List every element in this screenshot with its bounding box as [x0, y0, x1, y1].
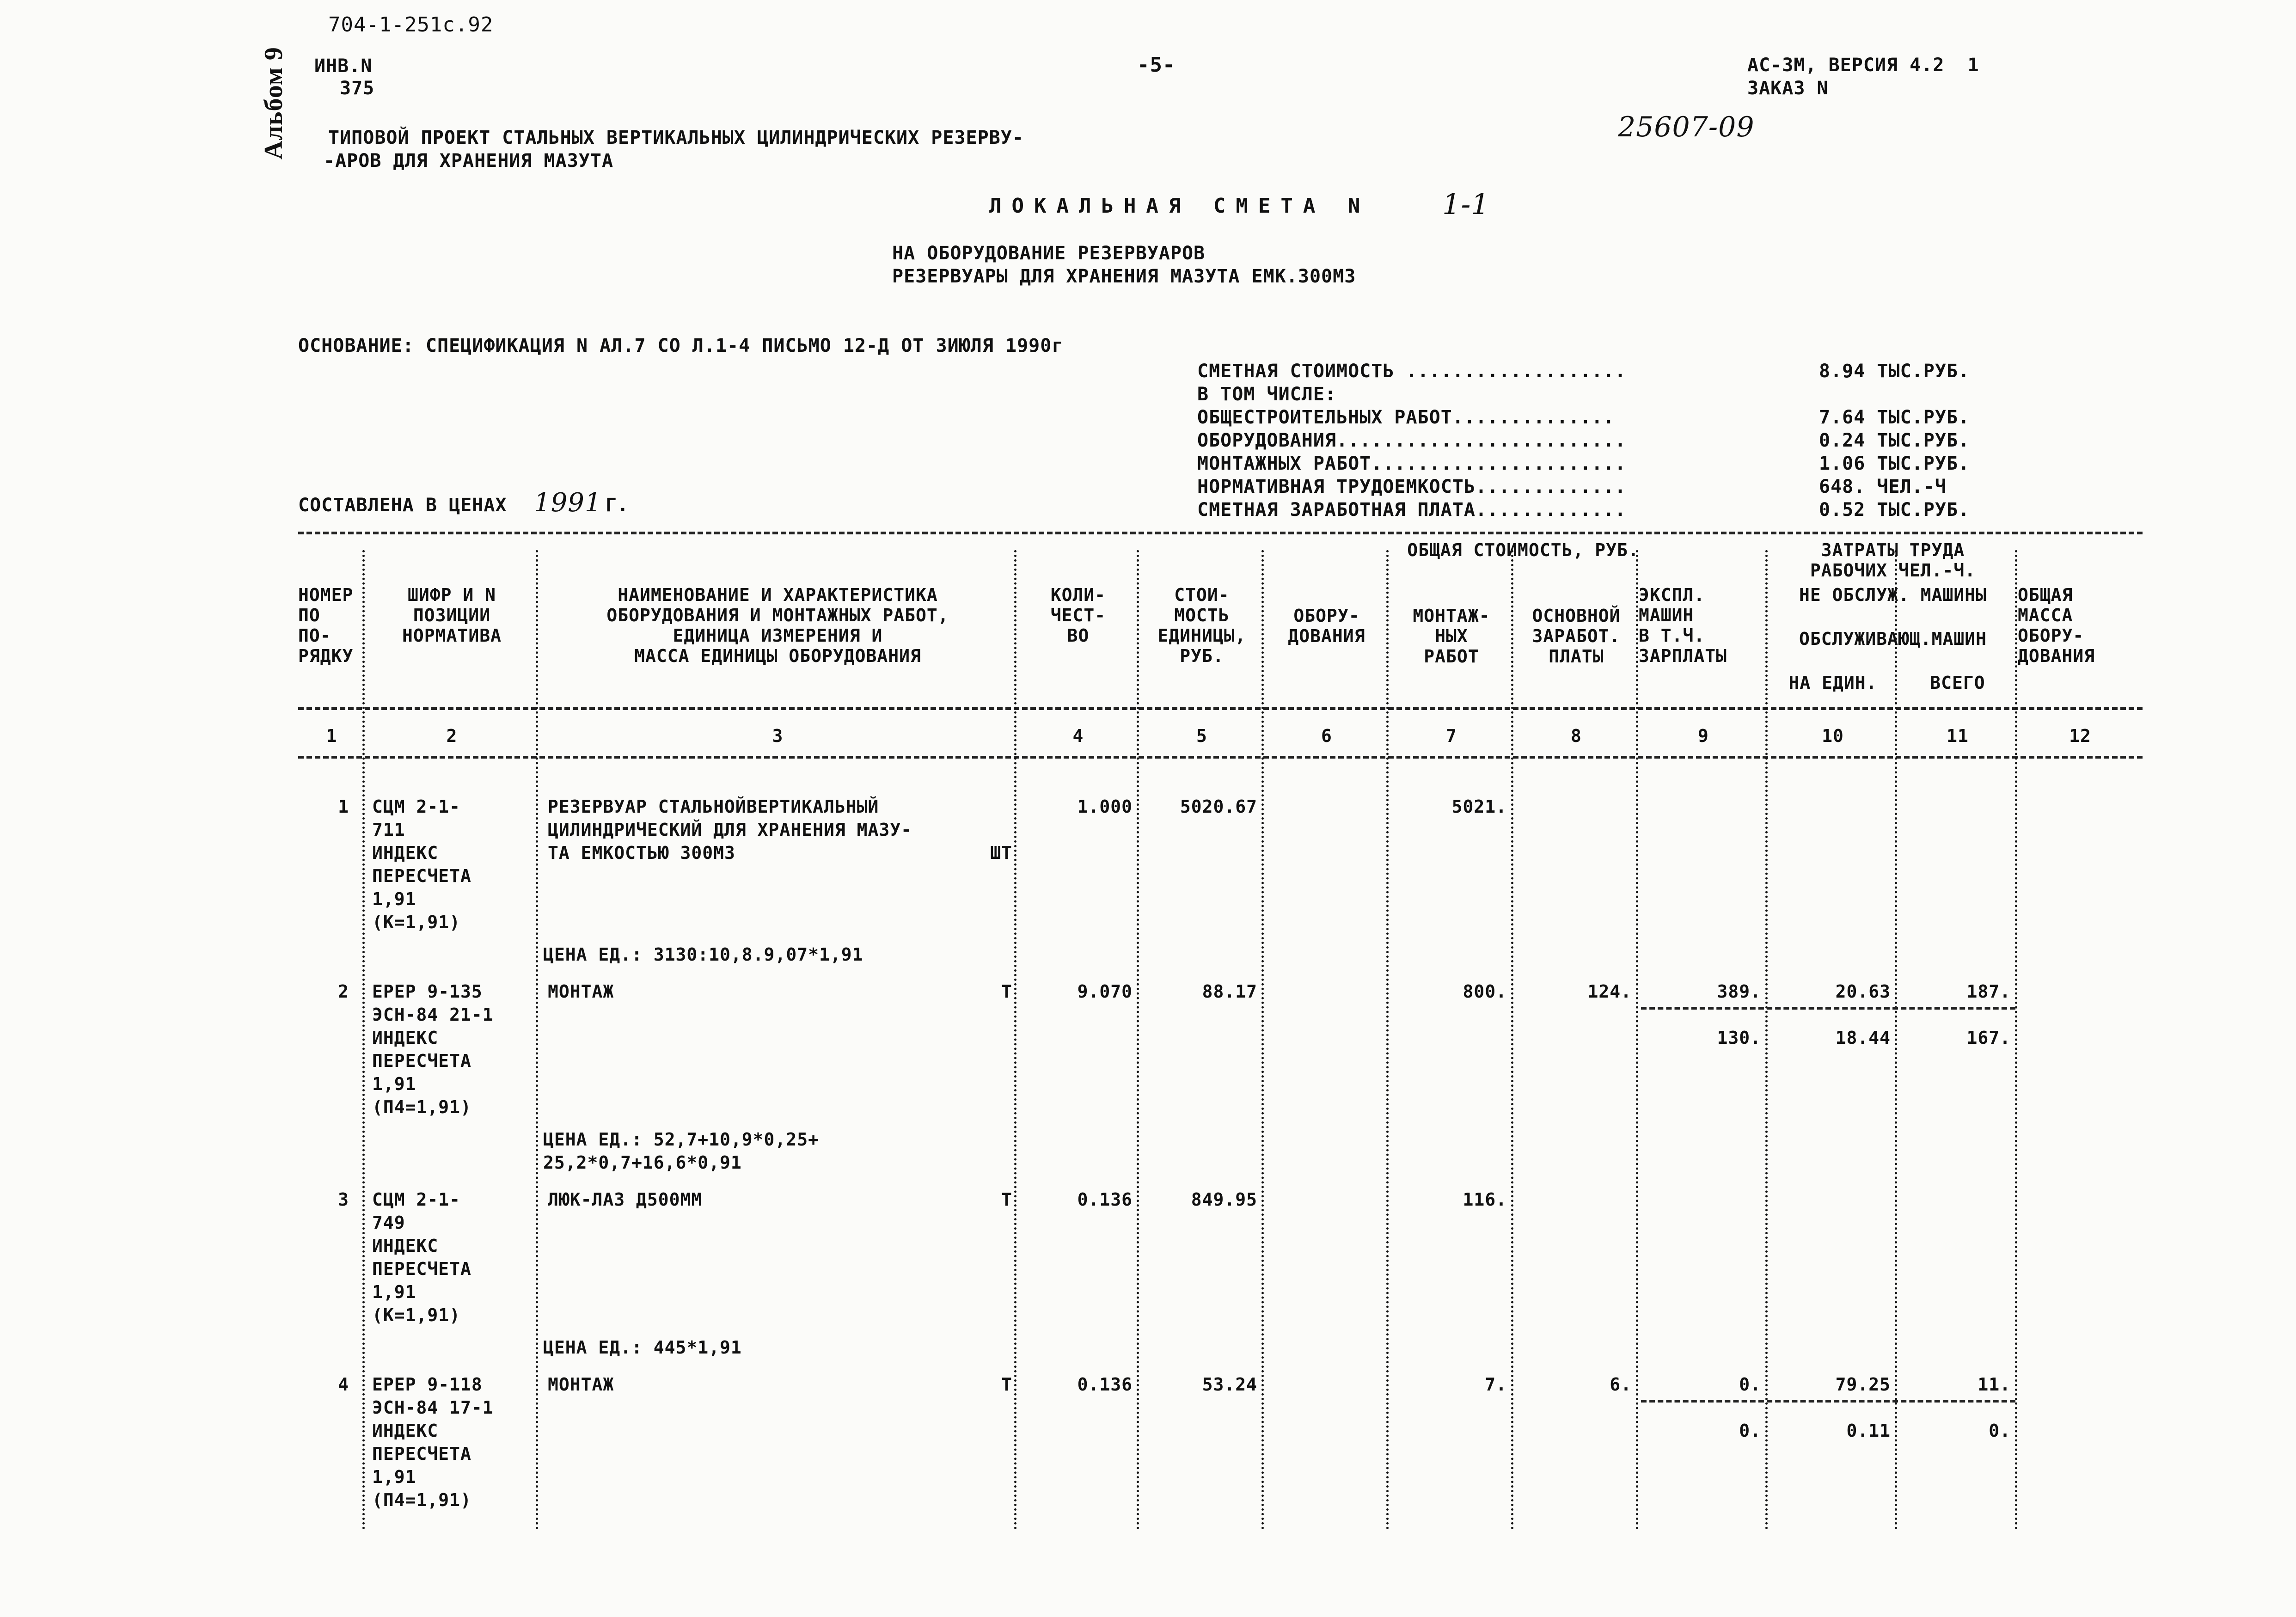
row-unit-cost: 88.17 [1202, 981, 1257, 1002]
summary-label: СМЕТНАЯ ЗАРАБОТНАЯ ПЛАТА............. [1197, 499, 1627, 521]
row-wage: 124. [1587, 981, 1632, 1002]
project-line-2: -АРОВ ДЛЯ ХРАНЕНИЯ МАЗУТА [324, 150, 614, 172]
row-unit-cost: 53.24 [1202, 1374, 1257, 1395]
summary-value: 8.94 ТЫС.РУБ. [1819, 361, 1970, 382]
prices-year: 1991 [534, 488, 602, 518]
row-unit: Т [1001, 1189, 1012, 1210]
row-labor-per-unit-machine: 18.44 [1835, 1028, 1891, 1048]
column-number: 1 [326, 726, 337, 746]
subtitle-2: РЕЗЕРВУАРЫ ДЛЯ ХРАНЕНИЯ МАЗУТА ЕМК.300М3 [892, 266, 1356, 287]
col-header-total: ВСЕГО [1930, 673, 1985, 693]
summary-label: МОНТАЖНЫХ РАБОТ...................... [1197, 453, 1627, 474]
row-labor-per-unit: 79.25 [1835, 1374, 1891, 1395]
row-mounting-cost: 116. [1463, 1189, 1507, 1210]
col-header-labor-sub2: ОБСЛУЖИВАЮЩ.МАШИН [1799, 629, 1987, 649]
col-header-machines: ЭКСПЛ. МАШИН В Т.Ч. ЗАРПЛАТЫ [1639, 585, 1727, 666]
document-title-number: 1-1 [1442, 187, 1490, 221]
row-subrule [1641, 1400, 2015, 1403]
column-separator [1014, 550, 1016, 1530]
row-price-note: ЦЕНА ЕД.: 445*1,91 [543, 1337, 742, 1358]
row-price-note: ЦЕНА ЕД.: 3130:10,8.9,07*1,91 [543, 944, 863, 965]
col-header-wage: ОСНОВНОЙ ЗАРАБОТ. ПЛАТЫ [1532, 606, 1621, 667]
row-code: ЕРЕР 9-135 ЭСН-84 21-1 ИНДЕКС ПЕРЕСЧЕТА 1,91 (П4=1,91) [372, 981, 494, 1117]
row-labor-total: 11. [1978, 1374, 2011, 1395]
column-number: 12 [2069, 726, 2091, 746]
basis-line: ОСНОВАНИЕ: СПЕЦИФИКАЦИЯ N АЛ.7 СО Л.1-4 ПИСЬМО 12-Д ОТ 3ИЮЛЯ 1990г [298, 335, 1064, 356]
summary-value: 7.64 ТЫС.РУБ. [1819, 407, 1970, 428]
row-quantity: 0.136 [1077, 1189, 1133, 1210]
row-unit-cost: 849.95 [1191, 1189, 1257, 1210]
row-name: РЕЗЕРВУАР СТАЛЬНОЙВЕРТИКАЛЬНЫЙ ЦИЛИНДРИЧЕСКИЙ ДЛЯ ХРАНЕНИЯ МАЗУ- ТА ЕМКОСТЬЮ 300М3 [548, 796, 912, 863]
column-number: 2 [446, 726, 458, 746]
row-unit-cost: 5020.67 [1180, 796, 1257, 817]
column-number: 5 [1196, 726, 1207, 746]
col-header-number: НОМЕР ПО ПО- РЯДКУ [298, 585, 354, 666]
row-mounting-cost: 800. [1463, 981, 1507, 1002]
row-code: СЦМ 2-1- 711 ИНДЕКС ПЕРЕСЧЕТА 1,91 (К=1,91) [372, 796, 471, 932]
row-price-note: ЦЕНА ЕД.: 52,7+10,9*0,25+ 25,2*0,7+16,6*0,91 [543, 1129, 819, 1173]
column-separator [1895, 550, 1897, 1530]
column-separator [1765, 550, 1768, 1530]
column-number: 11 [1947, 726, 1969, 746]
row-name: МОНТАЖ [548, 1374, 614, 1395]
col-header-labor: ЗАТРАТЫ ТРУДА РАБОЧИХ ЧЕЛ.-Ч. [1810, 540, 1976, 581]
column-separator [362, 550, 365, 1530]
row-machine-wage: 0. [1739, 1421, 1761, 1441]
row-name: ЛЮК-ЛАЗ Д500ММ [548, 1189, 703, 1210]
system-version: АС-3М, ВЕРСИЯ 4.2 1 [1747, 55, 1979, 76]
row-machines: 389. [1717, 981, 1761, 1002]
prices-suffix: Г. [606, 495, 629, 516]
row-labor-total: 187. [1966, 981, 2011, 1002]
row-name: МОНТАЖ [548, 981, 614, 1002]
row-number: 3 [338, 1189, 349, 1210]
col-header-per-unit: НА ЕДИН. [1788, 673, 1877, 693]
summary-value: 648. ЧЕЛ.-Ч [1819, 476, 1947, 497]
row-unit: Т [1001, 1374, 1012, 1395]
row-code: ЕРЕР 9-118 ЭСН-84 17-1 ИНДЕКС ПЕРЕСЧЕТА 1,91 (П4=1,91) [372, 1374, 494, 1510]
row-number: 1 [338, 796, 349, 817]
col-header-qty: КОЛИ- ЧЕСТ- ВО [1050, 585, 1106, 646]
row-number: 4 [338, 1374, 349, 1395]
document-title: ЛОКАЛЬНАЯ СМЕТА N [989, 194, 1371, 218]
row-mounting-cost: 7. [1485, 1374, 1507, 1395]
inv-number: 375 [340, 78, 375, 99]
col-header-name: НАИМЕНОВАНИЕ И ХАРАКТЕРИСТИКА ОБОРУДОВАНИЯ И МОНТАЖНЫХ РАБОТ, ЕДИНИЦА ИЗМЕРЕНИЯ И МАССА ЕДИНИЦЫ ОБОРУДОВАНИЯ [606, 585, 949, 666]
doc-code: 704-1-251c.92 [328, 13, 494, 37]
summary-label: В ТОМ ЧИСЛЕ: [1197, 384, 1336, 405]
row-machines: 0. [1739, 1374, 1761, 1395]
row-unit: ШТ [990, 843, 1012, 863]
row-machine-wage: 130. [1717, 1028, 1761, 1048]
col-header-labor-sub1: НЕ ОБСЛУЖ. МАШИНЫ [1799, 585, 1987, 605]
header-rule [298, 707, 2143, 710]
row-wage: 6. [1610, 1374, 1632, 1395]
row-labor-total-machine: 0. [1989, 1421, 2011, 1441]
column-number: 6 [1321, 726, 1332, 746]
summary-label: НОРМАТИВНАЯ ТРУДОЕМКОСТЬ............. [1197, 476, 1627, 497]
column-separator [1261, 550, 1264, 1530]
col-header-mounting: МОНТАЖ- НЫХ РАБОТ [1413, 606, 1490, 667]
column-number: 7 [1446, 726, 1457, 746]
row-quantity: 0.136 [1077, 1374, 1133, 1395]
column-separator [1511, 550, 1513, 1530]
project-line-1: ТИПОВОЙ ПРОЕКТ СТАЛЬНЫХ ВЕРТИКАЛЬНЫХ ЦИЛИНДРИЧЕСКИХ РЕЗЕРВУ- [328, 127, 1024, 148]
row-labor-total-machine: 167. [1966, 1028, 2011, 1048]
col-header-total-cost: ОБЩАЯ СТОИМОСТЬ, РУБ. [1407, 540, 1639, 560]
row-quantity: 1.000 [1077, 796, 1133, 817]
subtitle-1: НА ОБОРУДОВАНИЕ РЕЗЕРВУАРОВ [892, 243, 1206, 264]
row-code: СЦМ 2-1- 749 ИНДЕКС ПЕРЕСЧЕТА 1,91 (К=1,91) [372, 1189, 471, 1325]
inv-label: ИНВ.N [314, 55, 373, 77]
order-label: ЗАКАЗ N [1747, 78, 1829, 99]
column-separator [1137, 550, 1139, 1530]
col-header-unit-cost: СТОИ- МОСТЬ ЕДИНИЦЫ, РУБ. [1157, 585, 1246, 666]
col-header-mass: ОБЩАЯ МАССА ОБОРУ- ДОВАНИЯ [2018, 585, 2095, 666]
row-quantity: 9.070 [1077, 981, 1133, 1002]
summary-value: 1.06 ТЫС.РУБ. [1819, 453, 1970, 474]
column-separator [1636, 550, 1638, 1530]
column-number: 9 [1698, 726, 1709, 746]
summary-label: СМЕТНАЯ СТОИМОСТЬ ................... [1197, 361, 1627, 382]
row-subrule [1641, 1007, 2015, 1010]
column-separator [2015, 550, 2017, 1530]
column-number: 10 [1822, 726, 1844, 746]
column-number: 4 [1072, 726, 1084, 746]
summary-value: 0.52 ТЫС.РУБ. [1819, 499, 1970, 521]
order-number: 25607-09 [1618, 111, 1755, 143]
summary-label: ОБЩЕСТРОИТЕЛЬНЫХ РАБОТ.............. [1197, 407, 1615, 428]
column-number-rule [298, 756, 2143, 759]
col-header-code: ШИФР И N ПОЗИЦИИ НОРМАТИВА [402, 585, 502, 646]
prices-label: СОСТАВЛЕНА В ЦЕНАХ [298, 495, 507, 516]
summary-value: 0.24 ТЫС.РУБ. [1819, 430, 1970, 451]
column-number: 3 [772, 726, 784, 746]
row-unit: Т [1001, 981, 1012, 1002]
row-labor-per-unit: 20.63 [1835, 981, 1891, 1002]
summary-label: ОБОРУДОВАНИЯ......................... [1197, 430, 1627, 451]
row-number: 2 [338, 981, 349, 1002]
column-number: 8 [1571, 726, 1582, 746]
column-separator [1386, 550, 1389, 1530]
col-header-equipment: ОБОРУ- ДОВАНИЯ [1288, 606, 1365, 646]
page-number: -5- [1137, 53, 1176, 77]
row-labor-per-unit-machine: 0.11 [1846, 1421, 1891, 1441]
row-mounting-cost: 5021. [1451, 796, 1507, 817]
album-label: Альбом 9 [259, 47, 288, 159]
table-top-rule [298, 532, 2143, 534]
